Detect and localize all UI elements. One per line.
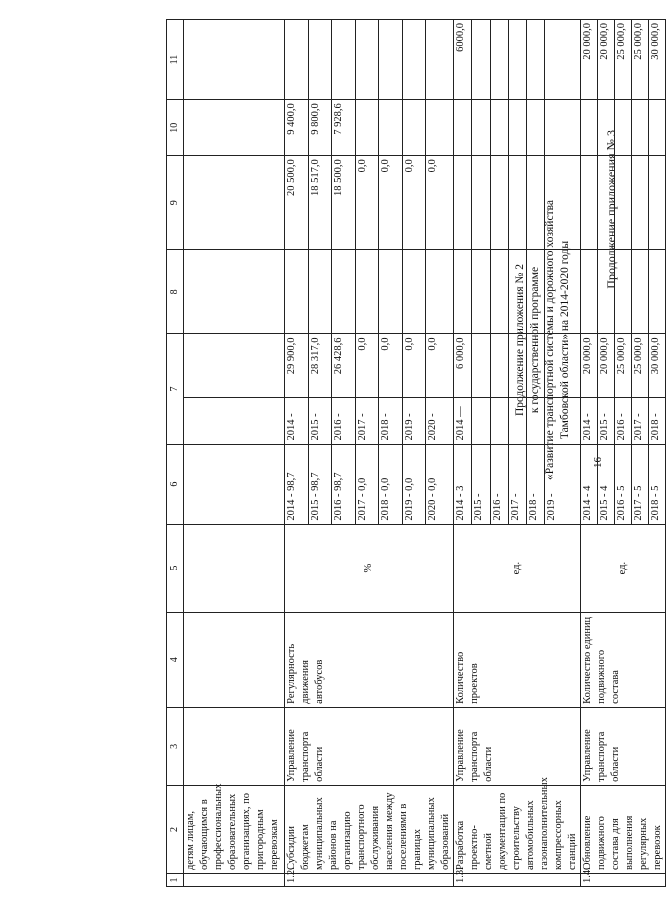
value-cell: 2020 - 0,0 <box>426 444 454 524</box>
amount-cell: 0,0 <box>402 334 426 398</box>
amount-cell: 30 000,0 <box>649 334 666 398</box>
year-cell: 2017 - <box>632 398 649 444</box>
col9-cell: 0,0 <box>355 156 379 250</box>
year-cell: 2014 - <box>285 398 309 444</box>
col-num: 8 <box>167 250 184 334</box>
row-number: 1.3. <box>454 874 581 887</box>
value-cell: 2017 - 0,0 <box>355 444 379 524</box>
amount-cell: 20 000,0 <box>598 334 615 398</box>
amount-cell: 6 000,0 <box>454 334 472 398</box>
indicator: Количество проектов <box>454 612 581 707</box>
header-line-1: Продолжение приложения № 2 <box>514 263 526 417</box>
header-line-3: «Развитие транспортной системы и дорожного хозяйства <box>544 200 556 480</box>
amount-cell: 29 900,0 <box>285 334 309 398</box>
value-cell: 2017 - <box>508 444 526 524</box>
value-cell: 2016 - 5 <box>615 444 632 524</box>
amount-cell: 25 000,0 <box>615 334 632 398</box>
col-num: 11 <box>167 20 184 100</box>
col-num: 6 <box>167 444 184 524</box>
amount-cell: 0,0 <box>379 334 403 398</box>
value-cell: 2018 - <box>527 444 545 524</box>
col11-cell: 25 000,0 <box>615 20 632 100</box>
col-num: 5 <box>167 524 184 612</box>
year-cell: 2019 - <box>402 398 426 444</box>
col11-cell: 25 000,0 <box>632 20 649 100</box>
unit: % <box>285 524 454 612</box>
col-num: 4 <box>167 612 184 707</box>
executor: Управление транспорта области <box>285 707 454 785</box>
page-number: 16 <box>592 457 604 468</box>
amount-cell: 0,0 <box>426 334 454 398</box>
value-cell: 2019 - 0,0 <box>402 444 426 524</box>
value-cell: 2017 - 5 <box>632 444 649 524</box>
value-cell: 2015 - <box>472 444 490 524</box>
col-num: 10 <box>167 100 184 156</box>
col10-cell: 9 400,0 <box>285 100 309 156</box>
indicator: Количество единиц подвижного состава <box>581 612 666 707</box>
amount-cell: 26 428,6 <box>332 334 356 398</box>
header-line-4: Тамбовской области» на 2014-2020 годы <box>559 240 571 440</box>
table-row <box>454 20 472 887</box>
unit: ед. <box>581 524 666 612</box>
col9-cell: 18 500,0 <box>332 156 356 250</box>
year-cell: 2015 - <box>598 398 615 444</box>
col-num: 9 <box>167 156 184 250</box>
col9-cell: 0,0 <box>426 156 454 250</box>
measure-text: Обновление подвижного состава для выполнения регулярных перевозок <box>581 785 666 873</box>
value-cell: 2016 - 98,7 <box>332 444 356 524</box>
col-num: 2 <box>167 785 184 873</box>
year-cell: 2014 — <box>454 398 472 444</box>
executor: Управление транспорта области <box>581 707 666 785</box>
year-cell: 2020 - <box>426 398 454 444</box>
table-row <box>581 20 598 887</box>
col9-cell: 0,0 <box>402 156 426 250</box>
year-cell: 2016 - <box>615 398 632 444</box>
col11-cell: 20 000,0 <box>598 20 615 100</box>
value-cell: 2018 - 5 <box>649 444 666 524</box>
row-number: 1.2. <box>285 874 454 887</box>
year-cell: 2018 - <box>379 398 403 444</box>
value-cell: 2014 - 98,7 <box>285 444 309 524</box>
value-cell: 2015 - 98,7 <box>308 444 332 524</box>
value-cell: 2015 - 4 <box>598 444 615 524</box>
year-cell: 2017 - <box>355 398 379 444</box>
col-num: 7 <box>167 334 184 444</box>
amount-cell: 20 000,0 <box>581 334 598 398</box>
value-cell: 2014 - 3 <box>454 444 472 524</box>
unit: ед. <box>454 524 581 612</box>
table-row <box>184 20 285 887</box>
amount-cell: 25 000,0 <box>632 334 649 398</box>
row-number: 1.4. <box>581 874 666 887</box>
value-cell: 2014 - 4 <box>581 444 598 524</box>
column-number-row <box>167 20 184 887</box>
col9-cell: 0,0 <box>379 156 403 250</box>
col9-cell: 20 500,0 <box>285 156 309 250</box>
amount-cell: 28 317,0 <box>308 334 332 398</box>
measure-text: Разработка проектно-сметной документации по строительству автомобильных газонаполнительных компрессорных станций <box>454 785 581 873</box>
table-row <box>285 20 309 887</box>
amount-cell: 0,0 <box>355 334 379 398</box>
measure-text: Субсидии бюджетам муниципальных районов на организацию транспортного обслуживания населения между поселениями в границах муниципальных образований <box>285 785 454 873</box>
continuation-title: Продолжение приложения № 3 <box>604 130 618 289</box>
year-cell: 2015 - <box>308 398 332 444</box>
value-cell: 2019 - <box>545 444 581 524</box>
col11-cell: 30 000,0 <box>649 20 666 100</box>
col10-cell: 7 928,6 <box>332 100 356 156</box>
col-num: 1 <box>167 874 184 887</box>
year-cell: 2016 - <box>332 398 356 444</box>
year-cell: 2018 - <box>649 398 666 444</box>
value-cell: 2016 - <box>490 444 508 524</box>
col10-cell: 9 800,0 <box>308 100 332 156</box>
year-cell: 2014 - <box>581 398 598 444</box>
program-table <box>166 19 666 887</box>
continuation-text: детям лицам, обучающимся в профессиональных образовательных организациях, по пригородным перевозкам <box>184 785 285 873</box>
executor: Управление транспорта области <box>454 707 581 785</box>
col11-cell: 20 000,0 <box>581 20 598 100</box>
col-num: 3 <box>167 707 184 785</box>
col11-cell: 6000,0 <box>454 20 472 100</box>
value-cell: 2018 - 0,0 <box>379 444 403 524</box>
col9-cell: 18 517,0 <box>308 156 332 250</box>
indicator: Регулярность движения автобусов <box>285 612 454 707</box>
header-line-2: к государственной программе <box>529 266 541 414</box>
